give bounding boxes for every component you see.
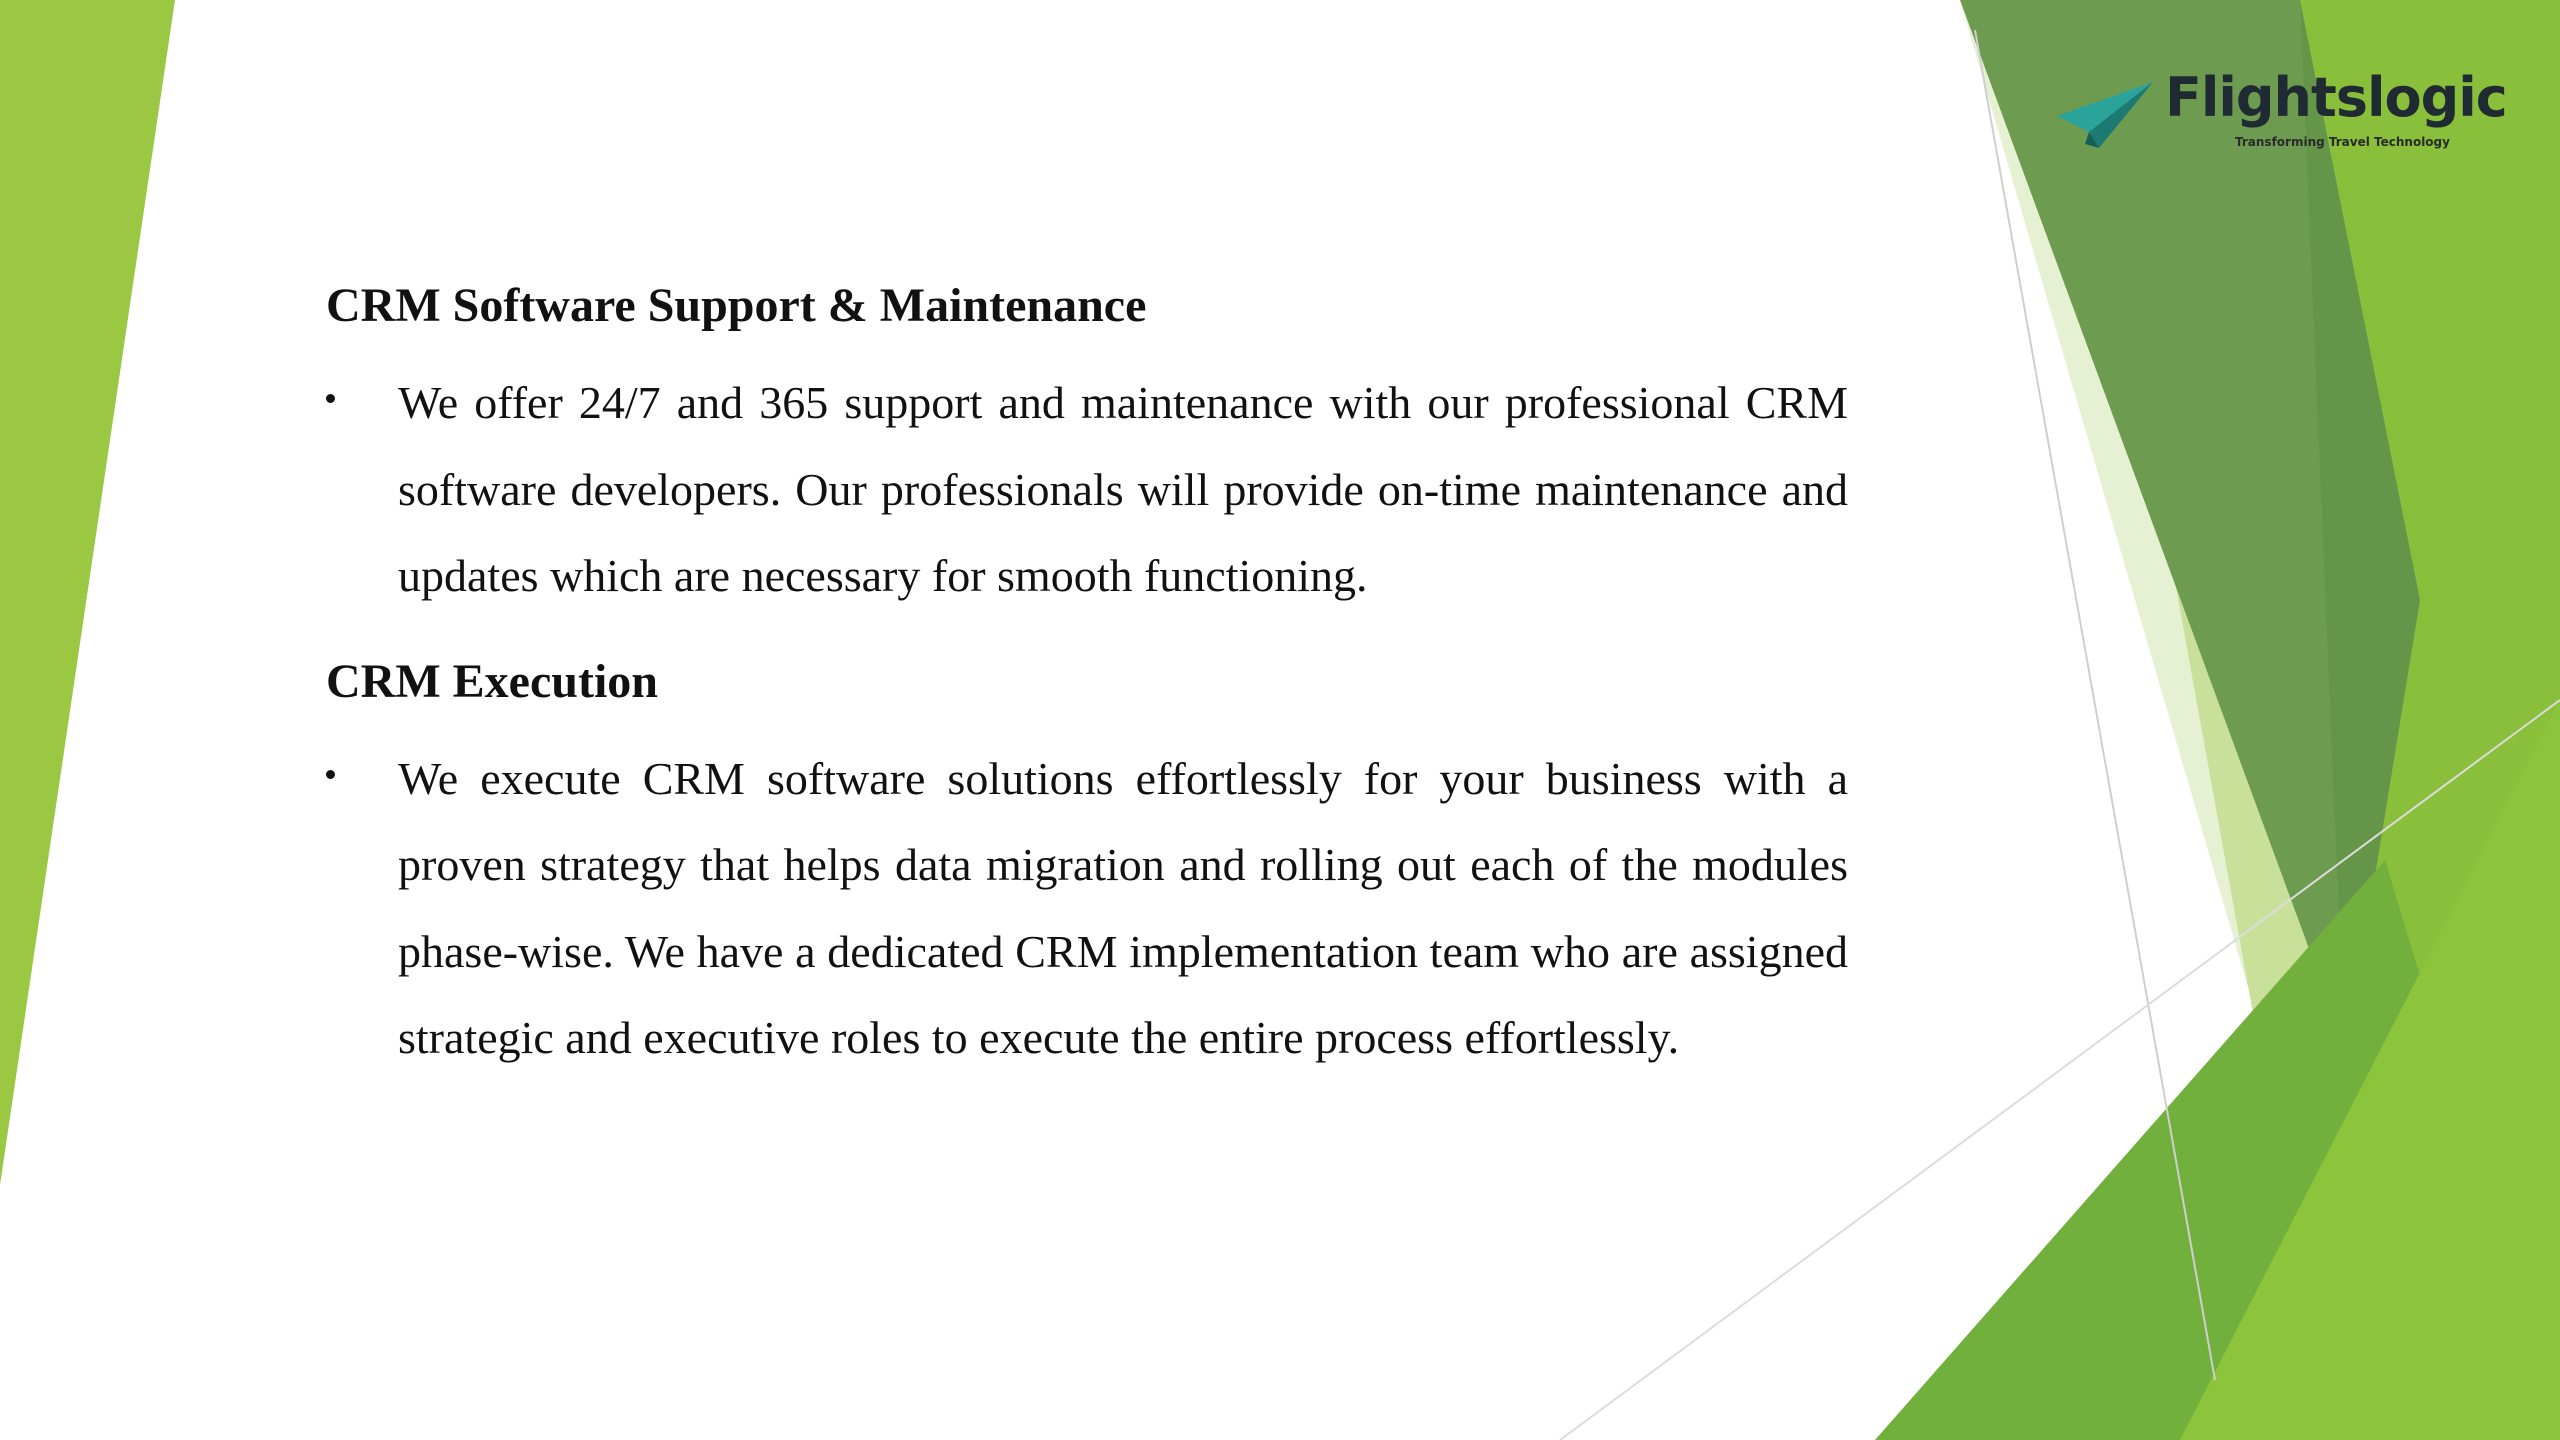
bullet-text-execution: We execute CRM software solutions effortlessly for your business with a proven strategy that helps data migration and rolling out each of the modules phase-wise. We have a dedicated CRM implementation team who are assigned strategic and executive roles to execute the entire process effortlessly. — [398, 752, 1848, 1063]
bullet-item-execution — [326, 736, 1848, 1082]
bullet-text-support: We offer 24/7 and 365 support and maintenance with our professional CRM software developers. Our professionals will provide on-time maintenance and updates which are necessary for smooth functioning. — [398, 377, 1848, 601]
left-green-wedge — [0, 0, 175, 1185]
section-heading-support: CRM Software Support & Maintenance — [326, 279, 1147, 332]
logo-tagline: Transforming Travel Technology — [2235, 135, 2450, 149]
section-heading-execution: CRM Execution — [326, 654, 658, 708]
bullet-dot-icon — [326, 770, 335, 779]
flightslogic-logo — [2055, 66, 2507, 160]
bullet-dot-icon — [326, 394, 335, 403]
logo-name: Flightslogic — [2165, 66, 2507, 129]
slide-content — [326, 270, 1848, 1108]
paper-plane-icon — [2055, 78, 2155, 148]
bullet-item-support — [326, 360, 1848, 620]
